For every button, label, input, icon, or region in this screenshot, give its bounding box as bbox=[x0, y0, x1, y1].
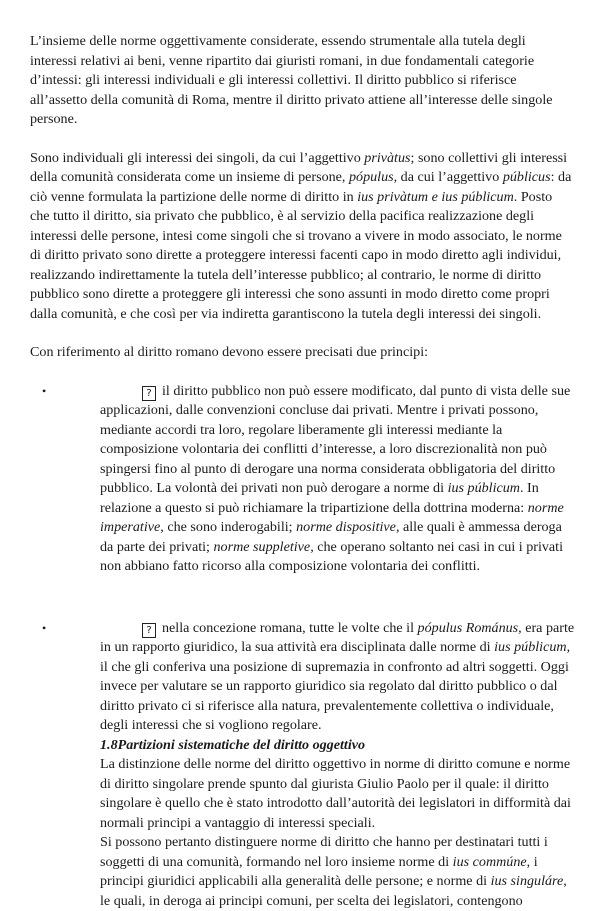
text-run: Si possono pertanto distinguere norme di diritto che hanno per destinatari tutti i soggetti di una comunità, formando nel loro insieme norme di bbox=[100, 834, 548, 870]
text-run: il diritto pubblico non può essere modificato, dal punto di vista delle sue applicazioni, dalle convenzioni concluse dai privati. Mentre i privati possono, mediante accordi tra loro, regolare liberamente gli interessi mediante la composizione volontaria dei conflitti d’interesse, a loro discrezionalità non può spingersi fino al punto di derogare una norma considerata obbligatoria del diritto pubblico. La volontà dei privati non può derogare a norme di bbox=[100, 383, 570, 497]
bullet-item-roman-concept bbox=[30, 619, 575, 911]
text-run: nella concezione romana, tutte le volte che il bbox=[162, 620, 418, 636]
text-run: era parte in un rapporto giuridico, la sua attività era disciplinata dalle norme di bbox=[100, 620, 574, 656]
text-run: , i principi giuridici applicabili alla generalità delle persone; e norme di bbox=[100, 854, 538, 890]
text-run: . Posto che tutto il diritto, sia privato che pubblico, è al servizio della pacifica realizzazione degli interessi delle persone, intesi come singoli che si trovano a vivere in modo associato, le norme di diritto privato sono dirette a proteggere interessi facenti capo in modo diretto agli individui, realizzando indirettamente la tutela dell’interesse pubblico; al contrario, le norme di diritto pubblico sono dirette a proteggere gli interessi che sono assunti in modo diretto come propri dalla comunità, e che così per via indiretta garantiscono la tutela degli interessi dei singoli. bbox=[30, 189, 562, 322]
text-run: , le quali, in deroga ai principi comuni, per scelta dei legislatori, contengono bbox=[100, 873, 567, 909]
text-run: , alle quali è ammessa deroga da parte dei privati; bbox=[100, 519, 562, 555]
italic-term: pópulus bbox=[349, 169, 394, 185]
italic-term: norme imperative bbox=[100, 500, 564, 536]
italic-term: ius privàtum e ius públicum bbox=[357, 189, 514, 205]
text-run: : da ciò venne formulata la partizione delle norme di diritto in bbox=[30, 169, 571, 205]
italic-term: norme dispositive bbox=[296, 519, 396, 535]
paragraph-principles-intro: Con riferimento al diritto romano devono essere precisati due principi: bbox=[30, 343, 575, 363]
italic-term: ius singuláre bbox=[491, 873, 564, 889]
section-paragraph-1: La distinzione delle norme del diritto oggettivo in norme di diritto comune e norme di diritto singolare prende spunto dal giurista Giulio Paolo per il quale: il diritto singolare è quello che è stato introdotto dall’autorità dei legislatori in difformità dai normali principi a vantaggio di interessi speciali. bbox=[100, 755, 575, 833]
text-run: , il che gli conferiva una posizione di supremazia in confronto ad altri soggetti. Oggi invece per valutare se un rapporto giuridico sia regolato dal diritto pubblico o dal diritto privato ci si riferisce alla natura, prevalentemente collettiva o individuale, degli interessi che si vogliono regolare. bbox=[100, 639, 570, 733]
paragraph-intro: L’insieme delle norme oggettivamente considerate, essendo strumentale alla tutela degli interessi relativi ai beni, venne ripartito dai giuristi romani, in due fondamentali categorie d’intessi: gli interessi individuali e gli interessi collettivi. Il diritto pubblico si riferisce all’assetto della comunità di Roma, mentre il diritto privato attiene all’interesse delle singole persone. bbox=[30, 32, 575, 130]
section-paragraph-2 bbox=[100, 833, 575, 911]
document-page bbox=[30, 32, 575, 911]
italic-term: privàtus bbox=[364, 150, 410, 166]
bullet-text bbox=[100, 382, 575, 577]
text-run: , da cui l’aggettivo bbox=[394, 169, 503, 185]
italic-term: ius commúne bbox=[453, 854, 527, 870]
italic-term: ius públicum bbox=[494, 639, 566, 655]
bullet-text bbox=[100, 619, 575, 736]
italic-term: ius públicum bbox=[448, 480, 520, 496]
text-run: , che operano soltanto nei casi in cui i privati non abbiano fatto ricorso alla composizione volontaria dei conflitti. bbox=[100, 539, 563, 575]
missing-glyph-icon: ? bbox=[142, 386, 156, 401]
paragraph-individual-collective bbox=[30, 149, 575, 325]
bullet-dot: • bbox=[42, 619, 46, 639]
section-heading: 1.8Partizioni sistematiche del diritto oggettivo bbox=[100, 736, 575, 756]
bullet-dot: • bbox=[42, 382, 46, 402]
text-run: , che sono inderogabili; bbox=[160, 519, 296, 535]
bullet-item-public-law bbox=[30, 382, 575, 577]
italic-term: públicus bbox=[503, 169, 551, 185]
text-run: . In relazione a questo si può richiamare la tripartizione della dottrina moderna: bbox=[100, 480, 539, 516]
text-run: Sono individuali gli interessi dei singoli, da cui l’aggettivo bbox=[30, 150, 364, 166]
italic-term: pópulus Románus, bbox=[418, 620, 522, 636]
text-run: ; sono collettivi gli interessi della comunità considerata come un insieme di persone, bbox=[30, 150, 567, 186]
italic-term: norme suppletive bbox=[214, 539, 311, 555]
missing-glyph-icon: ? bbox=[142, 623, 156, 638]
